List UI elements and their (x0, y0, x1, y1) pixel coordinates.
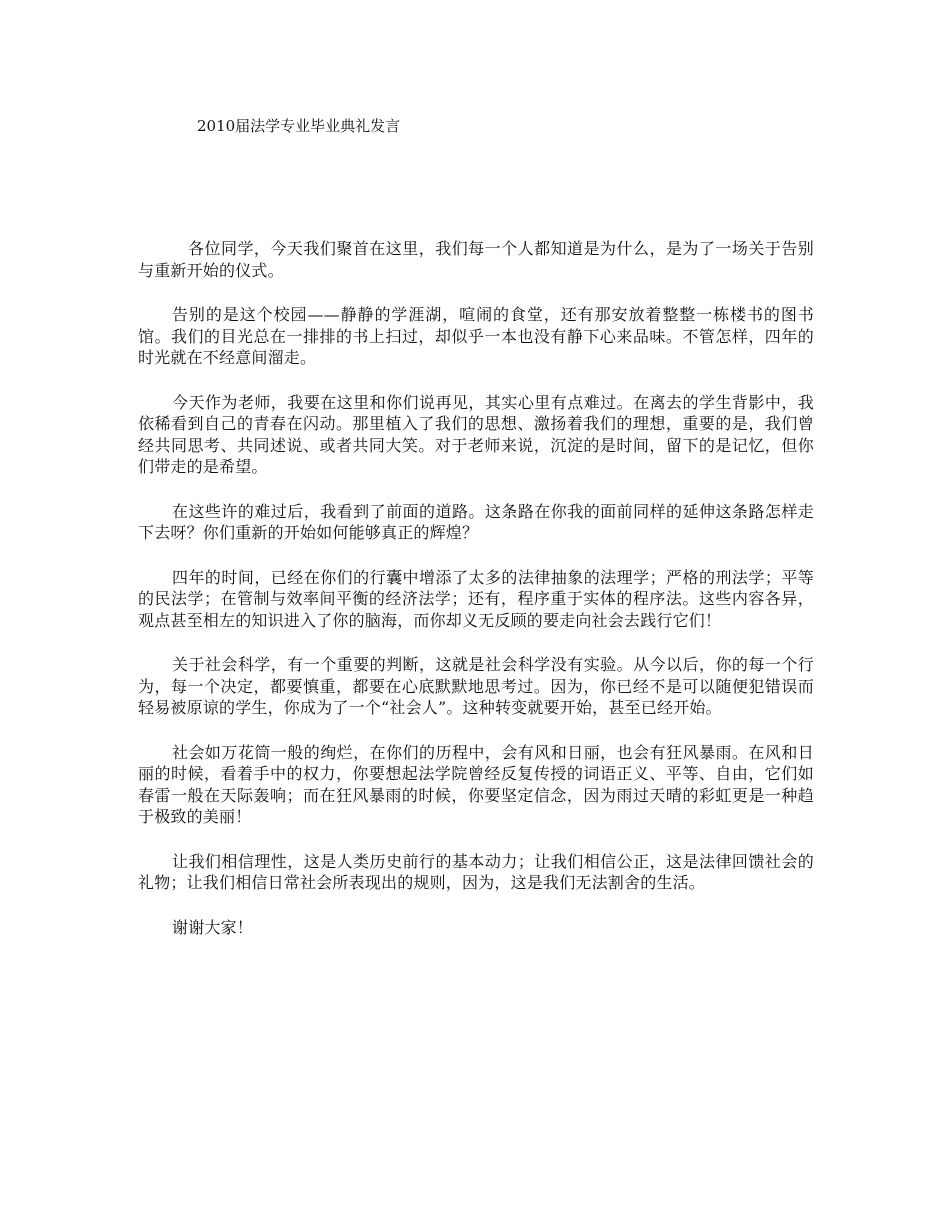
document-title: 2010届法学专业毕业典礼发言 (197, 117, 401, 135)
paragraph-farewell-campus: 告别的是这个校园——静静的学涯湖，喧闹的食堂，还有那安放着整整一栋楼书的图书馆。我们的目光总在一排排的书上扫过，却似乎一本也没有静下心来品味。不管怎样，四年的时光就在不经意间溜走。 (138, 305, 814, 367)
paragraph-believe: 让我们相信理性，这是人类历史前行的基本动力；让我们相信公正，这是法律回馈社会的礼物；让我们相信日常社会所表现出的规则，因为，这是我们无法割舍的生活。 (138, 851, 814, 892)
paragraph-thanks: 谢谢大家！ (172, 917, 254, 937)
paragraph-social-science: 关于社会科学，有一个重要的判断，这就是社会科学没有实验。从今以后，你的每一个行为，每一个决定，都要慎重，都要在心底默默地思考过。因为，你已经不是可以随便犯错误而轻易被原谅的学生，你成为了一个“社会人”。这种转变就要开始，甚至已经开始。 (138, 655, 814, 717)
paragraph-four-years: 四年的时间，已经在你们的行囊中增添了太多的法律抽象的法理学；严格的刑法学；平等的民法学；在管制与效率间平衡的经济法学；还有，程序重于实体的程序法。这些内容各异，观点甚至相左的知识进入了你的脑海，而你却义无反顾的要走向社会去践行它们！ (138, 567, 814, 630)
paragraph-greeting: 各位同学，今天我们聚首在这里，我们每一个人都知道是为什么，是为了一场关于告别与重新开始的仪式。 (138, 239, 814, 280)
paragraph-kaleidoscope: 社会如万花筒一般的绚烂，在你们的历程中，会有风和日丽，也会有狂风暴雨。在风和日丽的时候，看着手中的权力，你要想起法学院曾经反复传授的词语正义、平等、自由，它们如春雷一般在天际轰响；而在狂风暴雨的时候，你要坚定信念，因为雨过天晴的彩虹更是一种趋于极致的美丽！ (138, 742, 814, 826)
paragraph-road-ahead: 在这些许的难过后，我看到了前面的道路。这条路在你我的面前同样的延伸这条路怎样走下去呀？你们重新的开始如何能够真正的辉煌？ (138, 501, 814, 542)
document-body (138, 238, 814, 961)
paragraph-teacher-goodbye: 今天作为老师，我要在这里和你们说再见，其实心里有点难过。在离去的学生背影中，我依稀看到自己的青春在闪动。那里植入了我们的思想、激扬着我们的理想，重要的是，我们曾经共同思考、共同述说、或者共同大笑。对于老师来说，沉淀的是时间，留下的是记忆，但你们带走的是希望。 (138, 392, 814, 476)
